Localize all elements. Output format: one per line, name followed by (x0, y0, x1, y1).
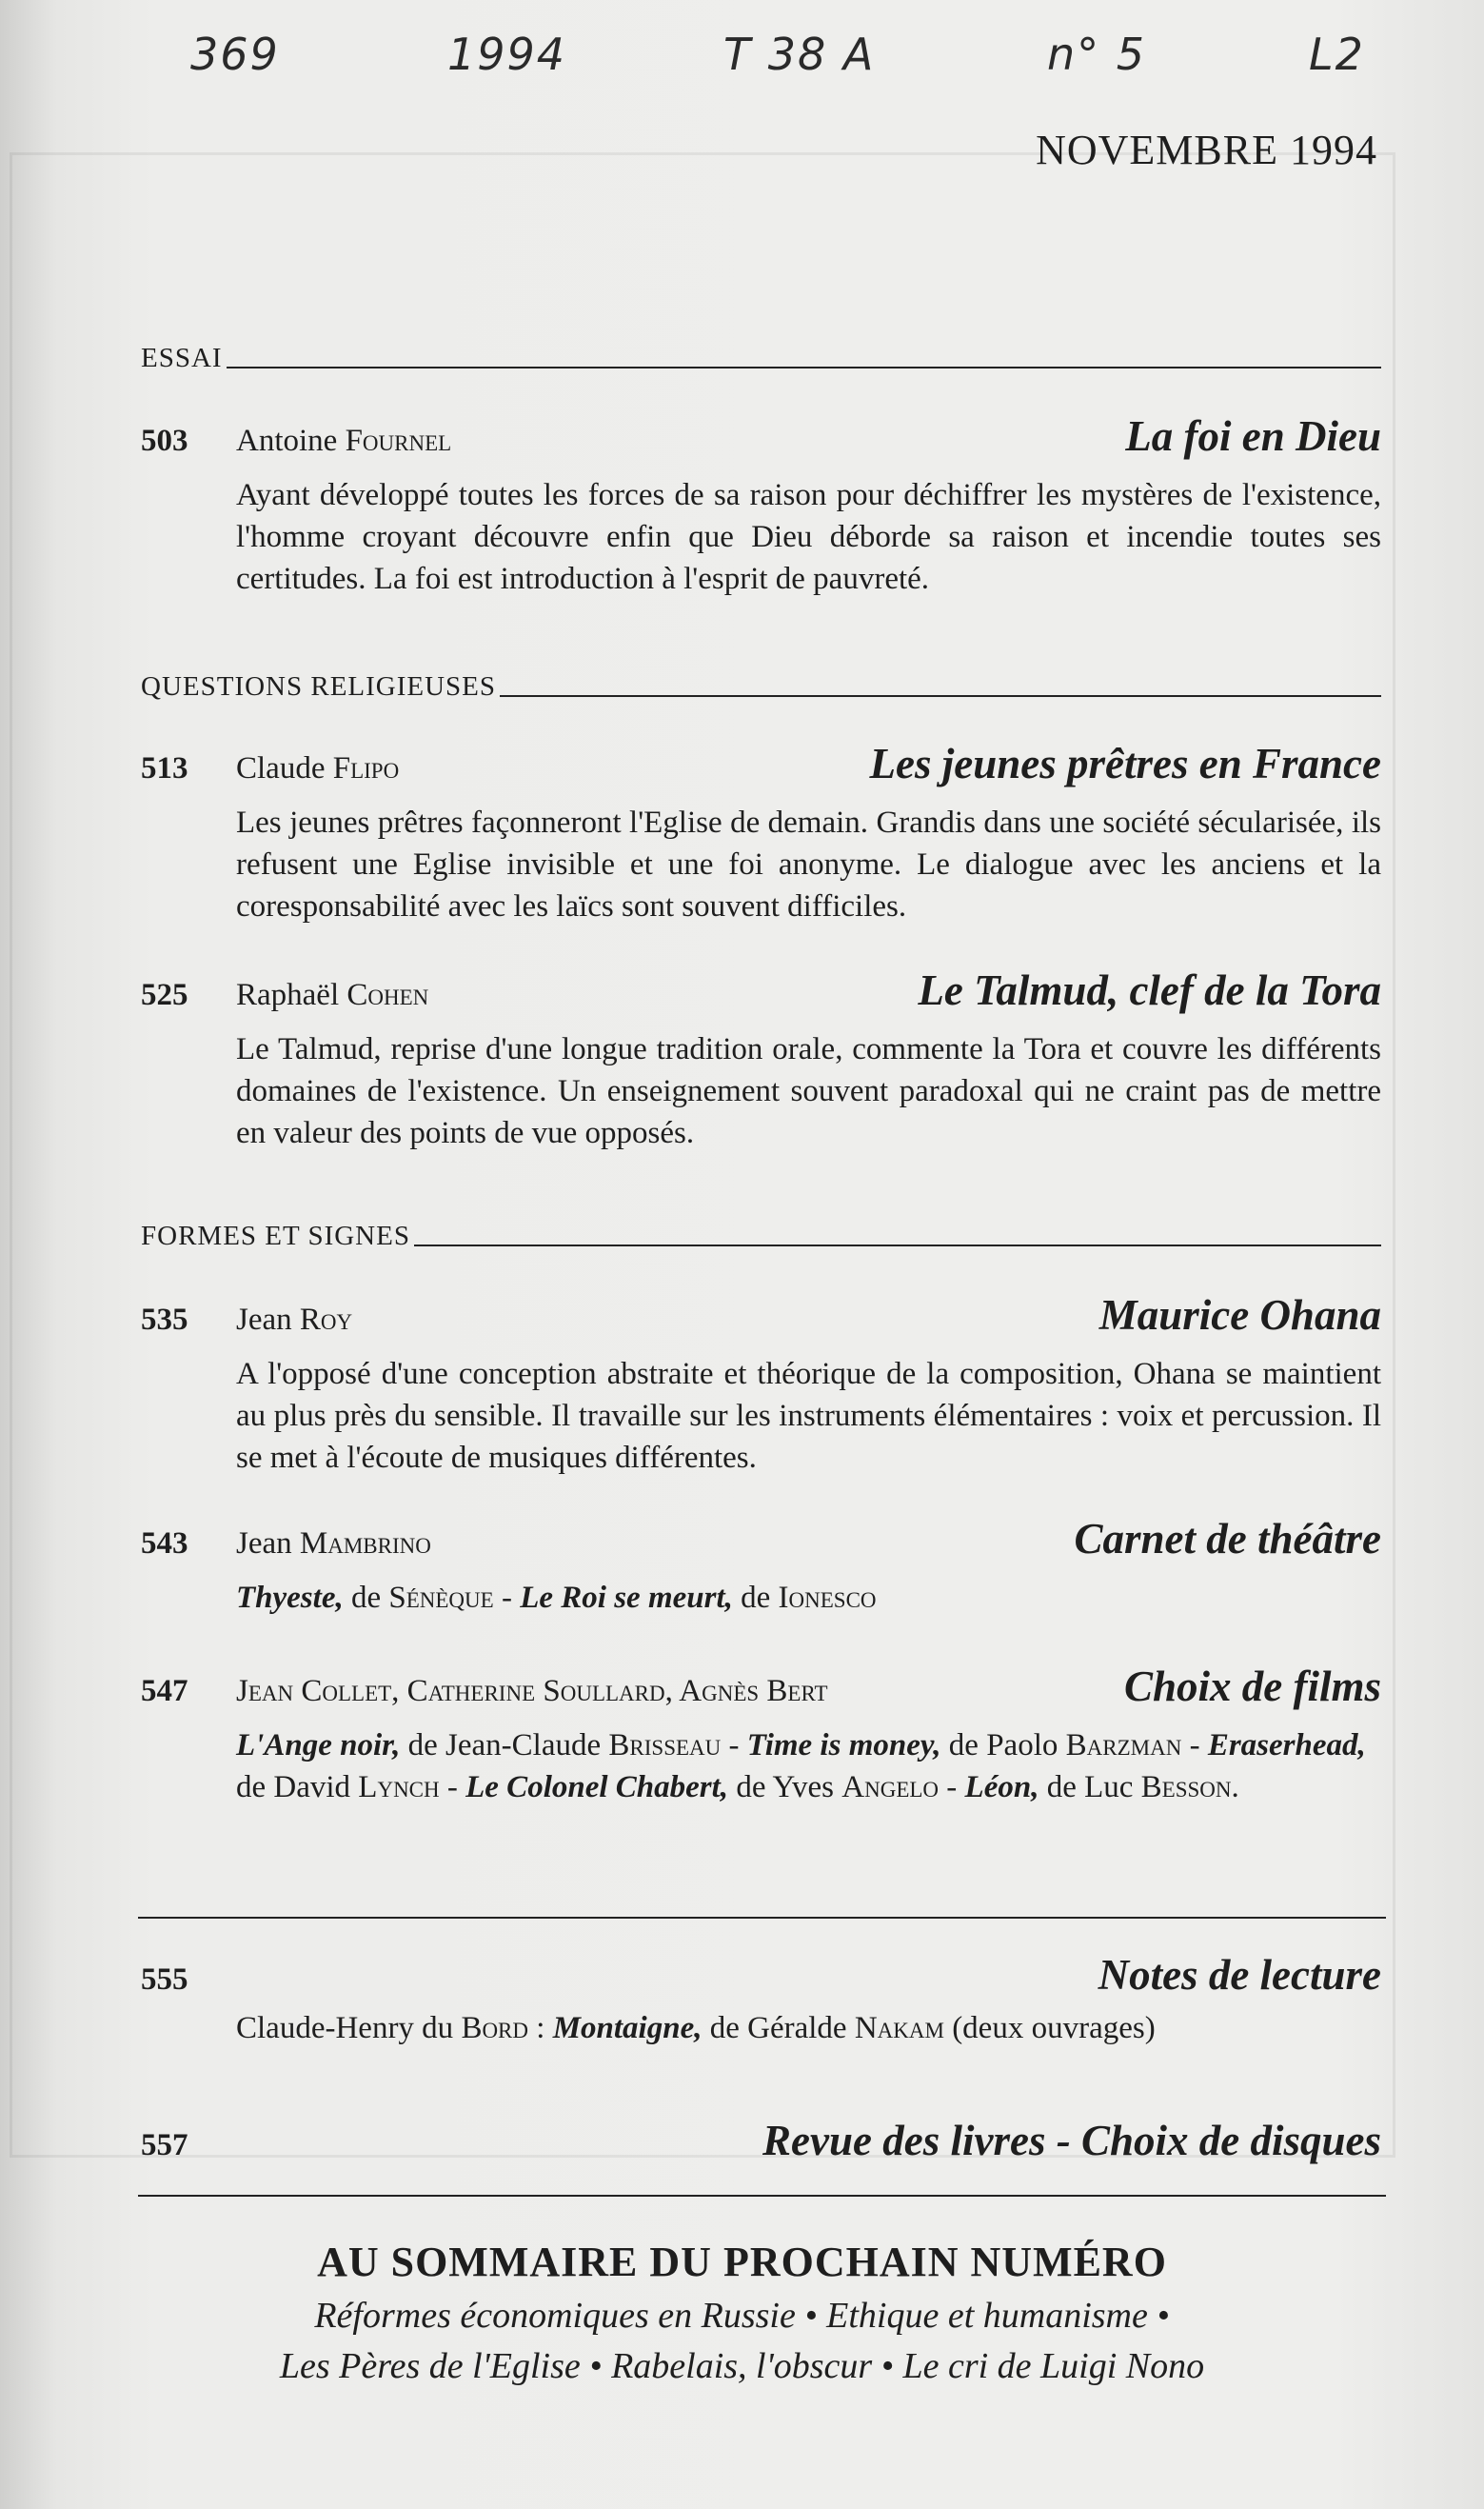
notes-line: Claude-Henry du Bord : Montaigne, de Géralde Nakam (deux ouvrages) (236, 2011, 1156, 2045)
author: Raphaël Cohen (236, 978, 429, 1012)
entry-head (141, 411, 1381, 461)
section-rule (500, 695, 1381, 697)
authors: Jean Collet, Catherine Soullard, Agnès Bert (236, 1674, 828, 1708)
work-item: Le Roi se meurt, de Ionesco (520, 1581, 877, 1615)
next-issue-line-1: Réformes économiques en Russie • Ethique et humanisme • (314, 2296, 1170, 2336)
toc-entry (141, 1290, 1381, 1479)
handwritten-ref-5: L2 (1309, 29, 1365, 80)
article-title: La foi en Dieu (1125, 412, 1381, 460)
page-number: 513 (141, 751, 188, 786)
article-summary: Le Talmud, reprise d'une longue tradition orale, commente la Tora et couvre les différents domaines de l'existence. Un enseignement souvent paradoxal qui ne craint pas de mettre en valeur des points de vue opposés. (236, 1032, 1381, 1150)
toc-entry (141, 966, 1381, 1154)
works-list (236, 1724, 1381, 1808)
page-number: 557 (141, 2128, 188, 2162)
author: Jean Mambrino (236, 1526, 431, 1561)
article-title: Notes de lecture (1098, 1951, 1381, 1999)
article-summary: Ayant développé toutes les forces de sa raison pour déchiffrer les mystères de l'existence, l'homme croyant découvre enfin que Dieu déborde sa raison et incendie toutes ses certitudes. La foi est introduction à l'esprit de pauvreté. (236, 478, 1381, 596)
page-number: 547 (141, 1674, 188, 1708)
entry-head (141, 1662, 1381, 1711)
work-item: Le Colonel Chabert, de Yves Angelo - (465, 1770, 965, 1804)
work-item: Léon, de Luc Besson. (964, 1770, 1239, 1804)
handwritten-ref-3: T 38 A (723, 29, 876, 80)
page-number: 543 (141, 1526, 188, 1561)
divider-rule (138, 2195, 1386, 2197)
toc-entry (141, 2116, 1381, 2165)
article-title: Les jeunes prêtres en France (869, 740, 1381, 787)
entry-head (141, 739, 1381, 788)
section-label: QUESTIONS RELIGIEUSES (141, 671, 497, 702)
handwritten-ref-2: 1994 (447, 29, 567, 80)
work-item: Eraserhead, de David Lynch - (236, 1728, 1366, 1804)
next-issue-line-2: Les Pères de l'Eglise • Rabelais, l'obscur • Le cri de Luigi Nono (279, 2346, 1205, 2386)
entry-head (141, 1950, 1381, 2000)
section-label: ESSAI (141, 343, 223, 373)
section-rule (227, 367, 1381, 368)
page-number: 555 (141, 1962, 188, 1997)
article-summary: A l'opposé d'une conception abstraite et théorique de la composition, Ohana se maintient au plus près du sensible. Il travaille sur les instruments élémentaires : voix et percussion. Il se met à l'écoute de musiques différentes. (236, 1357, 1381, 1475)
issue-date: NOVEMBRE 1994 (1036, 127, 1377, 173)
author: Claude Flipo (236, 751, 400, 786)
section-heading-questions (141, 671, 1381, 703)
work-item: Time is money, de Paolo Barzman - (746, 1728, 1208, 1762)
article-summary: Les jeunes prêtres façonneront l'Eglise de demain. Grandis dans une société sécularisée, ils refusent une Eglise invisible et une foi anonyme. Le dialogue avec les anciens et la coresponsabilité avec les laïcs sont souvent difficiles. (236, 806, 1381, 924)
toc-entry (141, 1514, 1381, 1619)
works-list (236, 1577, 1381, 1619)
page-number: 535 (141, 1303, 188, 1337)
toc-entry (141, 1950, 1381, 2049)
entry-head (141, 2116, 1381, 2165)
page-number: 503 (141, 424, 188, 458)
divider-rule (138, 1917, 1386, 1919)
entry-head (141, 1514, 1381, 1563)
author: Antoine Fournel (236, 424, 452, 458)
next-issue-heading: AU SOMMAIRE DU PROCHAIN NUMÉRO (317, 2239, 1167, 2285)
handwritten-ref-4: n° 5 (1047, 29, 1147, 80)
work-item: L'Ange noir, de Jean-Claude Brisseau - (236, 1728, 747, 1762)
toc-entry (141, 411, 1381, 600)
article-title: Maurice Ohana (1098, 1291, 1381, 1339)
section-label: FORMES ET SIGNES (141, 1221, 410, 1251)
work-item: Thyeste, de Sénèque - (236, 1581, 521, 1615)
toc-entry (141, 1662, 1381, 1808)
article-title: Revue des livres - Choix de disques (762, 2117, 1381, 2164)
article-title: Choix de films (1123, 1663, 1381, 1710)
entry-head (141, 1290, 1381, 1340)
section-heading-essai (141, 343, 1381, 374)
section-heading-formes (141, 1221, 1381, 1252)
article-title: Carnet de théâtre (1074, 1515, 1381, 1563)
entry-head (141, 966, 1381, 1015)
page-number: 525 (141, 978, 188, 1012)
handwritten-ref-1: 369 (190, 29, 280, 80)
article-title: Le Talmud, clef de la Tora (918, 966, 1381, 1014)
toc-entry (141, 739, 1381, 927)
section-rule (414, 1245, 1381, 1246)
author: Jean Roy (236, 1303, 353, 1337)
